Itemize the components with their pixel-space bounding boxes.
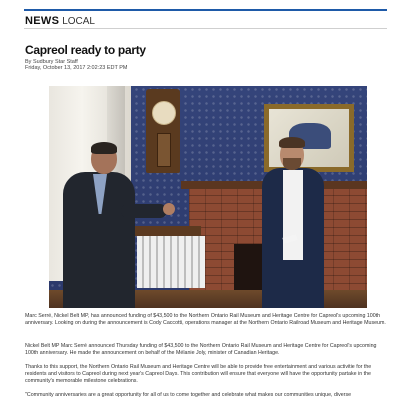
clock-face — [152, 101, 176, 125]
top-accent-bar — [24, 9, 387, 11]
person-right-hair — [279, 137, 305, 148]
section-divider — [24, 28, 387, 29]
person-right-shirt — [283, 170, 303, 260]
photo-radiator — [137, 236, 205, 288]
person-left-hand — [163, 203, 175, 215]
article-paragraph: Thanks to this support, the Northern Ontario Rail Museum and Heritage Centre will be able to provide free entertainment and various activitie for the residents and visitors to Capreol during next year's Capreol Days. This contribution will ensure that everyone will have the opportunity partake in the community's memorable milestone celebrations. — [25, 364, 372, 384]
photo-caption: Marc Serré, Nickel Belt MP, has announced funding of $43,500 to the Northern Ontario Rail Museum and Heritage Centre for Capreol's upcoming 100th anniversary. Looking on during the announcement is Cody Caccotti, operations manager at the Northern Ontario Railroad Museum and Heritage Museum. — [25, 313, 386, 326]
article-photo — [49, 86, 367, 308]
person-left-hair — [91, 142, 117, 154]
person-right-beard — [283, 158, 301, 170]
photo-framed-picture — [264, 104, 354, 172]
photo-wall-clock — [146, 89, 180, 173]
article-paragraph: Nickel Belt MP Marc Serré announced Thursday funding of $43,500 to the Northern Ontario Rail Museum and Heritage Centre for Capreol's upcoming 100th anniversary. He made the announcement on behalf of the Mélanie Joly, minister of Canadian Heritage. — [25, 343, 377, 356]
article-paragraph: "Community anniversaries are a great opportunity for all of us to come together and celebrate what makes our communities unique, diverse — [25, 392, 352, 398]
article-headline: Capreol ready to party — [25, 43, 146, 57]
article-dateline: Friday, October 13, 2017 2:02:23 EDT PM — [25, 65, 128, 71]
section-name: NEWS — [25, 15, 60, 27]
section-heading[interactable] — [25, 14, 95, 29]
section-subname: LOCAL — [62, 16, 95, 27]
article-byline: By Sudbury Star Staff — [25, 59, 78, 65]
clock-pendulum — [157, 133, 171, 167]
person-left-arm — [121, 204, 167, 218]
